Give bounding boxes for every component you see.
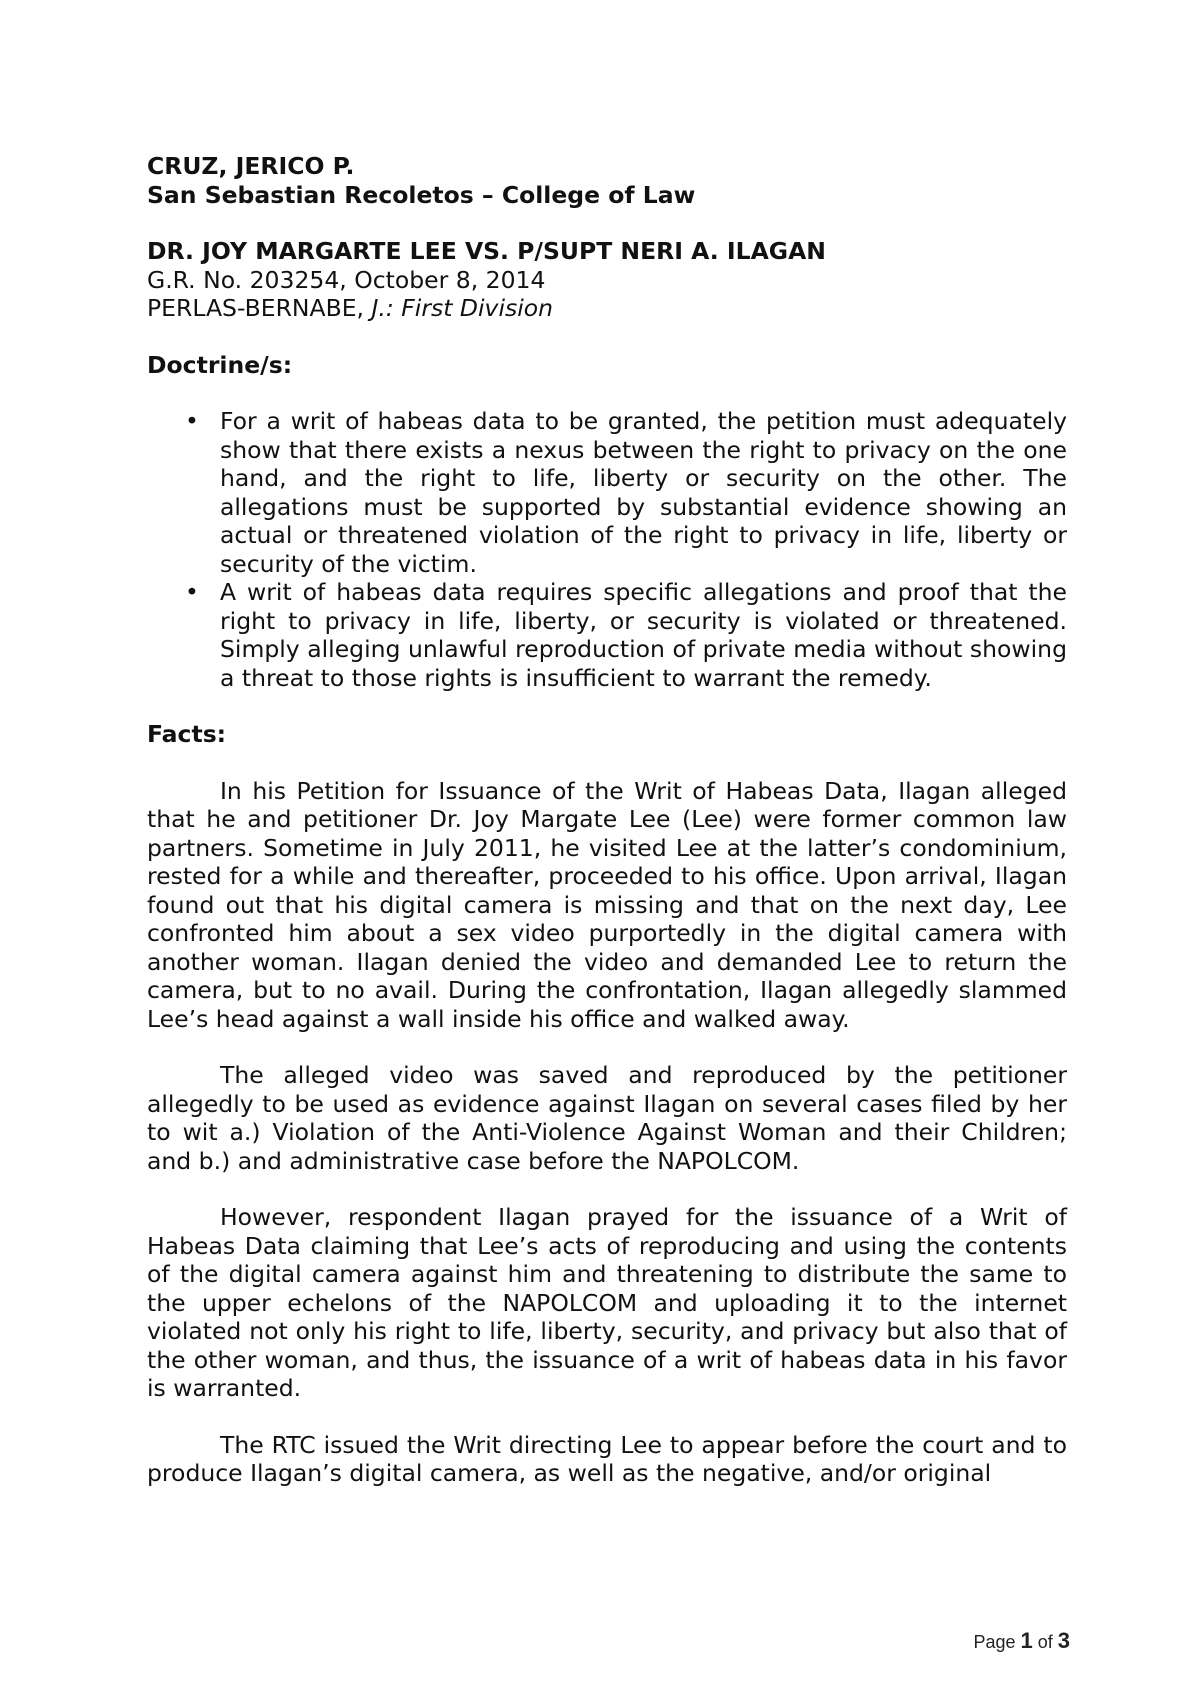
facts-paragraph: The alleged video was saved and reproduced by the petitioner allegedly to be used as evidence against Ilagan on several cases filed by her to wit a.) Violation of the Anti-Violence Against Woman and their Children; and b.) and administrative case before the NAPOLCOM. xyxy=(147,1061,1067,1175)
page-label: Page xyxy=(973,1632,1021,1652)
doctrine-text: A writ of habeas data requires specific allegations and proof that the right to privacy in life, liberty, or security is violated or threatened. Simply alleging unlawful reproduction of private media without showing a threat to those rights is insufficient to warrant the remedy. xyxy=(220,578,1067,692)
facts-paragraph: However, respondent Ilagan prayed for the issuance of a Writ of Habeas Data claiming that Lee’s acts of reproducing and using the contents of the digital camera against him and threatening to distribute the same to the upper echelons of the NAPOLCOM and uploading it to the internet violated not only his right to life, liberty, security, and privacy but also that of the other woman, and thus, the issuance of a writ of habeas data in his favor is warranted. xyxy=(147,1203,1067,1402)
bullet-icon: • xyxy=(185,407,199,435)
total-pages-number: 3 xyxy=(1057,1628,1070,1653)
doctrines-heading: Doctrine/s: xyxy=(147,350,293,379)
facts-paragraph: In his Petition for Issuance of the Writ of Habeas Data, Ilagan alleged that he and petitioner Dr. Joy Margate Lee (Lee) were former common law partners. Sometime in July 2011, he visited Lee at the latter’s condominium, rested for a while and thereafter, proceeded to his office. Upon arrival, Ilagan found out that his digital camera is missing and that on the next day, Lee confronted him about a sex video purportedly in the digital camera with another woman. Ilagan denied the video and demanded Lee to return the camera, but to no avail. During the confrontation, Ilagan allegedly slammed Lee’s head against a wall inside his office and walked away. xyxy=(147,776,1067,1033)
bullet-icon: • xyxy=(185,578,199,606)
document-body xyxy=(147,152,1067,1488)
page-number-footer xyxy=(973,1628,1070,1654)
doctrine-text: For a writ of habeas data to be granted, the petition must adequately show that there exists a nexus between the right to privacy on the one hand, and the right to life, liberty or security on the other. The allegations must be supported by substantial evidence showing an actual or threatened violation of the right to privacy in life, liberty or security of the victim. xyxy=(220,407,1067,578)
case-ponente xyxy=(147,294,1067,323)
school-name: San Sebastian Recoletos – College of Law xyxy=(147,180,696,209)
ponente-division: J.: First Division xyxy=(371,294,554,322)
facts-paragraph: The RTC issued the Writ directing Lee to appear before the court and to produce Ilagan’s digital camera, as well as the negative, and/or original xyxy=(147,1430,1067,1487)
page-of-label: of xyxy=(1032,1632,1058,1652)
facts-heading: Facts: xyxy=(147,720,227,748)
doctrine-item xyxy=(147,578,1067,692)
case-title: DR. JOY MARGARTE LEE VS. P/SUPT NERI A. ILAGAN xyxy=(147,237,826,265)
current-page-number: 1 xyxy=(1020,1628,1033,1653)
case-gr-number: G.R. No. 203254, October 8, 2014 xyxy=(147,265,546,294)
author-name: CRUZ, JERICO P. xyxy=(147,152,355,180)
ponente-name: PERLAS-BERNABE, xyxy=(147,294,372,322)
doctrine-item xyxy=(147,407,1067,578)
doctrines-list xyxy=(147,407,1067,692)
